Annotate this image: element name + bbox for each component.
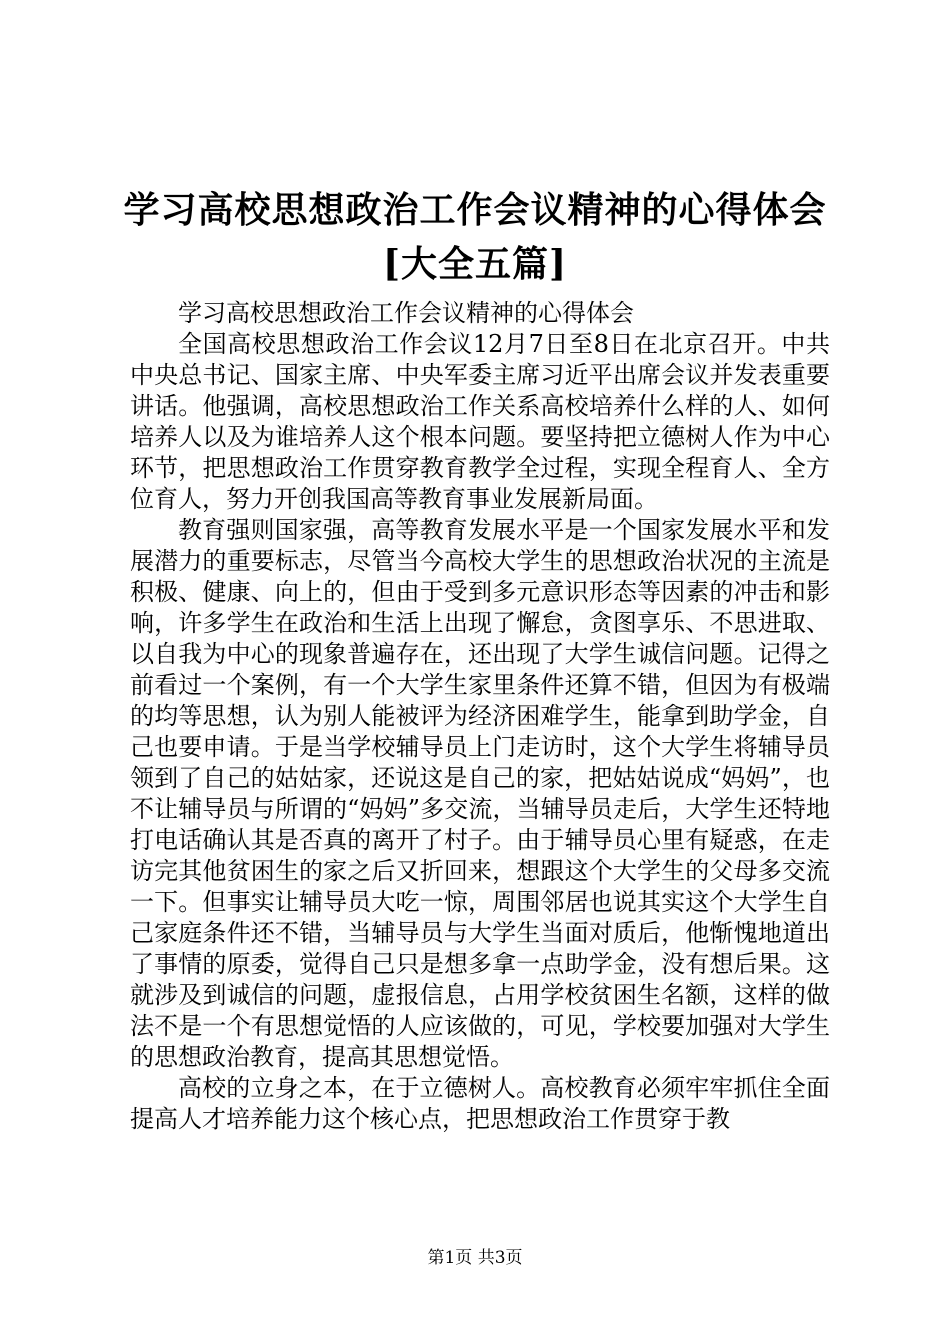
page-footer: 第1页 共3页 xyxy=(427,1248,523,1268)
body-paragraph: 教育强则国家强，高等教育发展水平是一个国家发展水平和发展潜力的重要标志，尽管当今高校大学生的思想政治状况的主流是积极、健康、向上的，但由于受到多元意识形态等因素的冲击和影响，许多学生在政治和生活上出现了懈怠，贪图享乐、不思进取、以自我为中心的现象普遍存在，还出现了大学生诚信问题。记得之前看过一个案例，有一个大学生家里条件还算不错，但因为有极端的均等思想，认为别人能被评为经济困难学生，能拿到助学金，自己也要申请。于是当学校辅导员上门走访时，这个大学生将辅导员领到了自己的姑姑家，还说这是自己的家，把姑姑说成“妈妈”，也不让辅导员与所谓的“妈妈”多交流，当辅导员走后，大学生还特地打电话确认其是否真的离开了村子。由于辅导员心里有疑惑，在走访完其他贫困生的家之后又折回来，想跟这个大学生的父母多交流一下。但事实让辅导员大吃一惊，周围邻居也说其实这个大学生自己家庭条件还不错，当辅导员与大学生当面对质后，他惭愧地道出了事情的原委，觉得自己只是想多拿一点助学金，没有想后果。这就涉及到诚信的问题，虚报信息，占用学校贫困生名额，这样的做法不是一个有思想觉悟的人应该做的，可见，学校要加强对大学生的思想政治教育，提高其思想觉悟。 xyxy=(130,516,830,1071)
document-title-line1: 学习高校思想政治工作会议精神的心得体会 xyxy=(123,189,827,231)
body-paragraph: 高校的立身之本，在于立德树人。高校教育必须牢牢抓住全面提高人才培养能力这个核心点，把思想政治工作贯穿于教 xyxy=(130,1074,830,1133)
subtitle-paragraph: 学习高校思想政治工作会议精神的心得体会 xyxy=(178,299,634,327)
document-title-line2: [大全五篇] xyxy=(382,243,568,285)
body-paragraph: 全国高校思想政治工作会议12月7日至8日在北京召开。中共中央总书记、国家主席、中央军委主席习近平出席会议并发表重要讲话。他强调，高校思想政治工作关系高校培养什么样的人、如何培养人以及为谁培养人这个根本问题。要坚持把立德树人作为中心环节，把思想政治工作贯穿教育教学全过程，实现全程育人、全方位育人，努力开创我国高等教育事业发展新局面。 xyxy=(130,330,830,513)
document-body xyxy=(130,298,830,1135)
